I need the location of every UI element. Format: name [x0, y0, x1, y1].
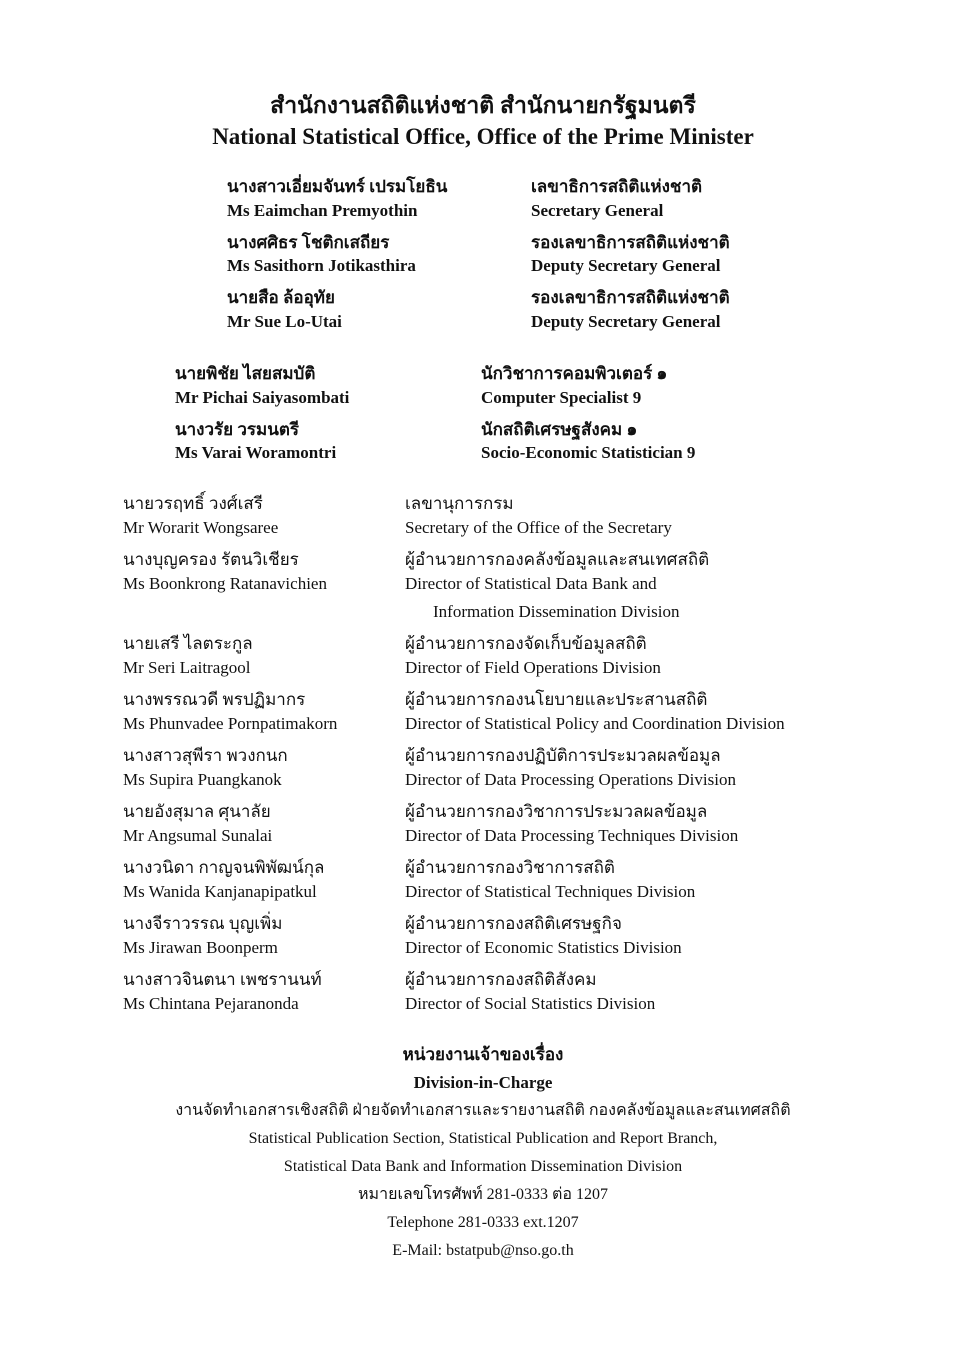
staff-row: [175, 388, 755, 415]
staff-name: นายวรฤทธิ์ วงศ์เสรี: [123, 494, 263, 513]
office-title-thai: สำนักงานสถิติแห่งชาติ สำนักนายกรัฐมนตรี: [270, 93, 696, 118]
staff-row: [123, 966, 863, 993]
staff-title: Information Dissemination Division: [433, 602, 680, 621]
staff-name: Ms Boonkrong Ratanavichien: [123, 574, 327, 593]
staff-title: นักวิชาการคอมพิวเตอร์ ๑: [481, 364, 668, 383]
staff-title: รองเลขาธิการสถิติแห่งชาติ: [531, 232, 730, 252]
staff-name: Mr Sue Lo-Utai: [227, 312, 342, 331]
staff-row: [123, 490, 863, 517]
staff-row: [123, 630, 863, 657]
staff-name: นายพิชัย ไสยสมบัติ: [175, 364, 316, 383]
division-line-english-2: Statistical Data Bank and Information Dissemination Division: [283, 1158, 683, 1175]
staff-title: ผู้อำนวยการกองสถิติสังคม: [405, 970, 597, 989]
phone-english: Telephone 281-0333 ext.1207: [387, 1214, 579, 1231]
staff-name: Ms Eaimchan Premyothin: [227, 200, 418, 220]
staff-row: [175, 360, 755, 387]
staff-name: Ms Sasithorn Jotikasthira: [227, 256, 416, 276]
staff-name: นางสาวสุพีรา พวงกนก: [123, 746, 288, 765]
division-line-thai: งานจัดทำเอกสารเชิงสถิติ ฝ่ายจัดทำเอกสารและรายงานสถิติ กองคลังข้อมูลและสนเทศสถิติ: [175, 1102, 791, 1119]
staff-name: Ms Chintana Pejaranonda: [123, 994, 299, 1013]
staff-row: [123, 686, 863, 713]
staff-name: นายเสรี ไลตระกูล: [123, 634, 253, 653]
staff-title: เลขานุการกรม: [405, 494, 514, 513]
staff-row: [227, 229, 767, 256]
division-heading-english: Division-in-Charge: [413, 1073, 553, 1092]
phone-thai: หมายเลขโทรศัพท์ 281-0333 ต่อ 1207: [358, 1186, 608, 1203]
staff-title: Director of Statistical Data Bank and: [405, 574, 657, 593]
staff-row: [227, 201, 767, 228]
staff-row: [123, 882, 863, 909]
staff-title: Computer Specialist 9: [481, 387, 642, 407]
staff-row: [123, 574, 863, 601]
staff-name: Ms Jirawan Boonperm: [123, 938, 278, 957]
staff-row: [123, 994, 863, 1021]
staff-name: นางบุญครอง รัตนวิเชียร: [123, 550, 299, 569]
staff-title: ผู้อำนวยการกองสถิติเศรษฐกิจ: [405, 914, 622, 933]
staff-row: [123, 658, 863, 685]
staff-row: [123, 602, 863, 629]
staff-name: นางวรัย วรมนตรี: [175, 419, 300, 439]
staff-row: [175, 443, 755, 470]
staff-row: [123, 826, 863, 853]
staff-row: [123, 714, 863, 741]
staff-title: ผู้อำนวยการกองคลังข้อมูลและสนเทศสถิติ: [405, 550, 710, 569]
division-heading-thai: หน่วยงานเจ้าของเรื่อง: [402, 1045, 564, 1064]
staff-row: [123, 938, 863, 965]
staff-name: นางสาวจินตนา เพชรานนท์: [123, 970, 322, 989]
staff-title: ผู้อำนวยการกองวิชาการสถิติ: [405, 858, 615, 877]
staff-name: นางจีราวรรณ บุญเพิ่ม: [123, 914, 283, 933]
staff-title: รองเลขาธิการสถิติแห่งชาติ: [531, 288, 730, 308]
staff-title: Director of Economic Statistics Division: [405, 938, 682, 957]
staff-title: Director of Data Processing Operations Division: [405, 770, 736, 789]
office-title-english: National Statistical Office, Office of the Prime Minister: [212, 124, 754, 149]
staff-row: [227, 312, 767, 339]
staff-name: Ms Phunvadee Pornpatimakorn: [123, 714, 338, 733]
staff-row: [175, 416, 755, 443]
staff-name: Ms Varai Woramontri: [175, 443, 337, 463]
staff-name: Mr Worarit Wongsaree: [123, 518, 279, 537]
staff-title: Director of Data Processing Techniques Division: [405, 826, 739, 845]
staff-name: นางสาวเอี่ยมจันทร์ เปรมโยธิน: [227, 177, 448, 196]
staff-title: Deputy Secretary General: [531, 312, 721, 331]
staff-title: ผู้อำนวยการกองวิชาการประมวลผลข้อมูล: [405, 802, 708, 821]
staff-name: นางพรรณวดี พรปฏิมากร: [123, 690, 306, 709]
staff-title: Deputy Secretary General: [531, 256, 721, 276]
staff-title: Director of Field Operations Division: [405, 658, 661, 677]
staff-title: Socio-Economic Statistician 9: [481, 443, 696, 463]
division-line-english-1: Statistical Publication Section, Statistical Publication and Report Branch,: [248, 1130, 718, 1147]
staff-name: Ms Wanida Kanjanapipatkul: [123, 882, 317, 901]
staff-row: [123, 770, 863, 797]
email-address[interactable]: E-Mail: bstatpub@nso.go.th: [392, 1242, 574, 1259]
staff-row: [123, 546, 863, 573]
staff-name: นายอังสุมาล ศุนาลัย: [123, 802, 271, 821]
staff-row: [227, 284, 767, 311]
staff-name: Mr Angsumal Sunalai: [123, 826, 273, 845]
staff-row: [123, 798, 863, 825]
staff-name: นายสือ ล้ออุทัย: [227, 288, 335, 308]
division-in-charge: [0, 1041, 966, 1265]
staff-name: Mr Pichai Saiyasombati: [175, 387, 350, 407]
staff-title: Secretary General: [531, 200, 664, 220]
staff-title: Director of Social Statistics Division: [405, 994, 656, 1013]
staff-row: [123, 518, 863, 545]
staff-title: Director of Statistical Techniques Division: [405, 882, 696, 901]
staff-name: Ms Supira Puangkanok: [123, 770, 282, 789]
staff-row: [227, 173, 767, 200]
staff-title: ผู้อำนวยการกองปฏิบัติการประมวลผลข้อมูล: [405, 746, 721, 765]
staff-title: Director of Statistical Policy and Coordination Division: [405, 714, 785, 733]
staff-name: Mr Seri Laitragool: [123, 658, 251, 677]
staff-row: [123, 910, 863, 937]
staff-row: [227, 256, 767, 283]
staff-name: นางศศิธร โชติกเสถียร: [227, 232, 390, 252]
staff-title: นักสถิติเศรษฐสังคม ๑: [481, 419, 638, 439]
staff-title: ผู้อำนวยการกองนโยบายและประสานสถิติ: [405, 690, 708, 709]
staff-row: [123, 742, 863, 769]
staff-name: นางวนิดา กาญจนพิพัฒน์กุล: [123, 858, 325, 877]
staff-title: เลขาธิการสถิติแห่งชาติ: [531, 177, 703, 196]
staff-title: Secretary of the Office of the Secretary: [405, 518, 672, 537]
staff-title: ผู้อำนวยการกองจัดเก็บข้อมูลสถิติ: [405, 634, 647, 653]
staff-row: [123, 854, 863, 881]
